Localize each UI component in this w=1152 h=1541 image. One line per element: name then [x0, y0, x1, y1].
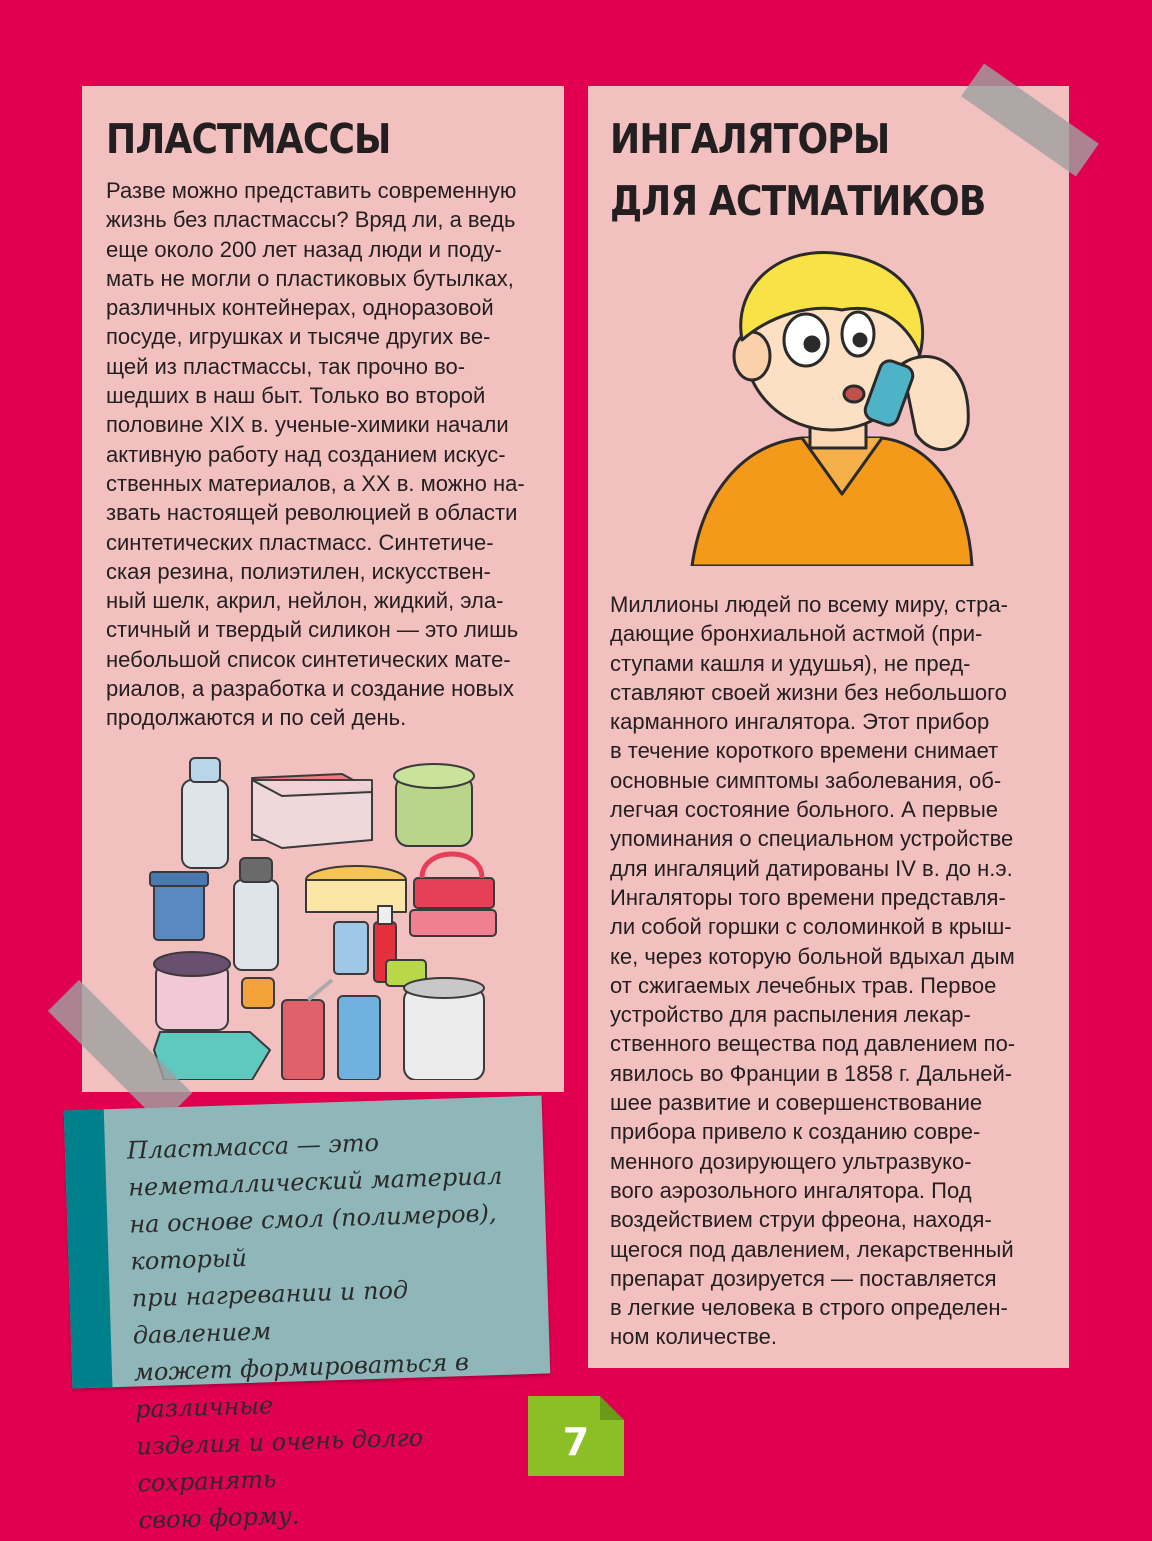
plastics-title: ПЛАСТМАССЫ: [106, 115, 391, 163]
page-number: 7: [562, 1420, 590, 1464]
note-card-strip: [64, 1109, 113, 1388]
inhalers-panel: [588, 86, 1069, 1368]
boy-with-inhaler-illustration: [682, 244, 982, 566]
plastic-containers-illustration: [142, 750, 512, 1080]
inhalers-title-line1: ИНГАЛЯТОРЫ: [610, 115, 890, 163]
inhalers-text: Миллионы людей по всему миру, стра- дающие бронхиальной астмой (при- ступами кашля и удушья), не пред- ставляют своей жизни без небольшого карманного ингалятора. Этот прибор в течение короткого времени снимает основные симптомы заболевания, об- легчая состояние больного. А первые упоминания о специальном устройстве для ингаляций датированы IV в. до н.э. Ингаляторы того времени представля- ли собой горшки с соломинкой в крыш- ке, через которую больной вдыхал дым от сжигаемых лечебных трав. Первое устройство для распыления лекар- ственного вещества под давлением по- явилось во Франции в 1858 г. Дальней- шее развитие и совершенствование прибора привело к созданию совре- менного дозирующего ультразвуко- вого аэрозольного ингалятора. Под воздействием струи фреона, находя- щегося под давлением, лекарственный препарат дозируется — поставляется в легкие человека в строго определен- ном количестве.: [610, 592, 1016, 1350]
definition-note-text: Пластмасса — это неметаллический материал на основе смол (полимеров), который при нагревании и под давлением может формироваться в различные изделия и очень долго сохранять свою форму.: [126, 1128, 503, 1535]
definition-note-card: [64, 1096, 550, 1535]
plastics-text: Разве можно представить современную жизнь без пластмассы? Вряд ли, а ведь еще около 200 лет назад люди и поду- мать не могли о пластиковых бутылках, различных контейнерах, одноразовой посуде, игрушках и тысяче других ве- щей из пластмассы, так прочно во- шедших в наш быт. Только во второй половине XIX в. ученые-химики начали активную работу над созданием искус- ственных материалов, а XX в. можно на- звать настоящей революцией в области синтетических пластмасс. Синтетиче- ская резина, полиэтилен, искусствен- ный шелк, акрил, нейлон, жидкий, эла- стичный и твердый силикон — это лишь небольшой список синтетических мате- риалов, а разработка и создание новых продолжаются и по сей день.: [106, 178, 525, 731]
page-corner-fold: [600, 1396, 624, 1420]
plastics-panel: [82, 86, 564, 1092]
inhalers-title-line2: ДЛЯ АСТМАТИКОВ: [610, 177, 986, 225]
page-number-tab: [528, 1396, 624, 1476]
